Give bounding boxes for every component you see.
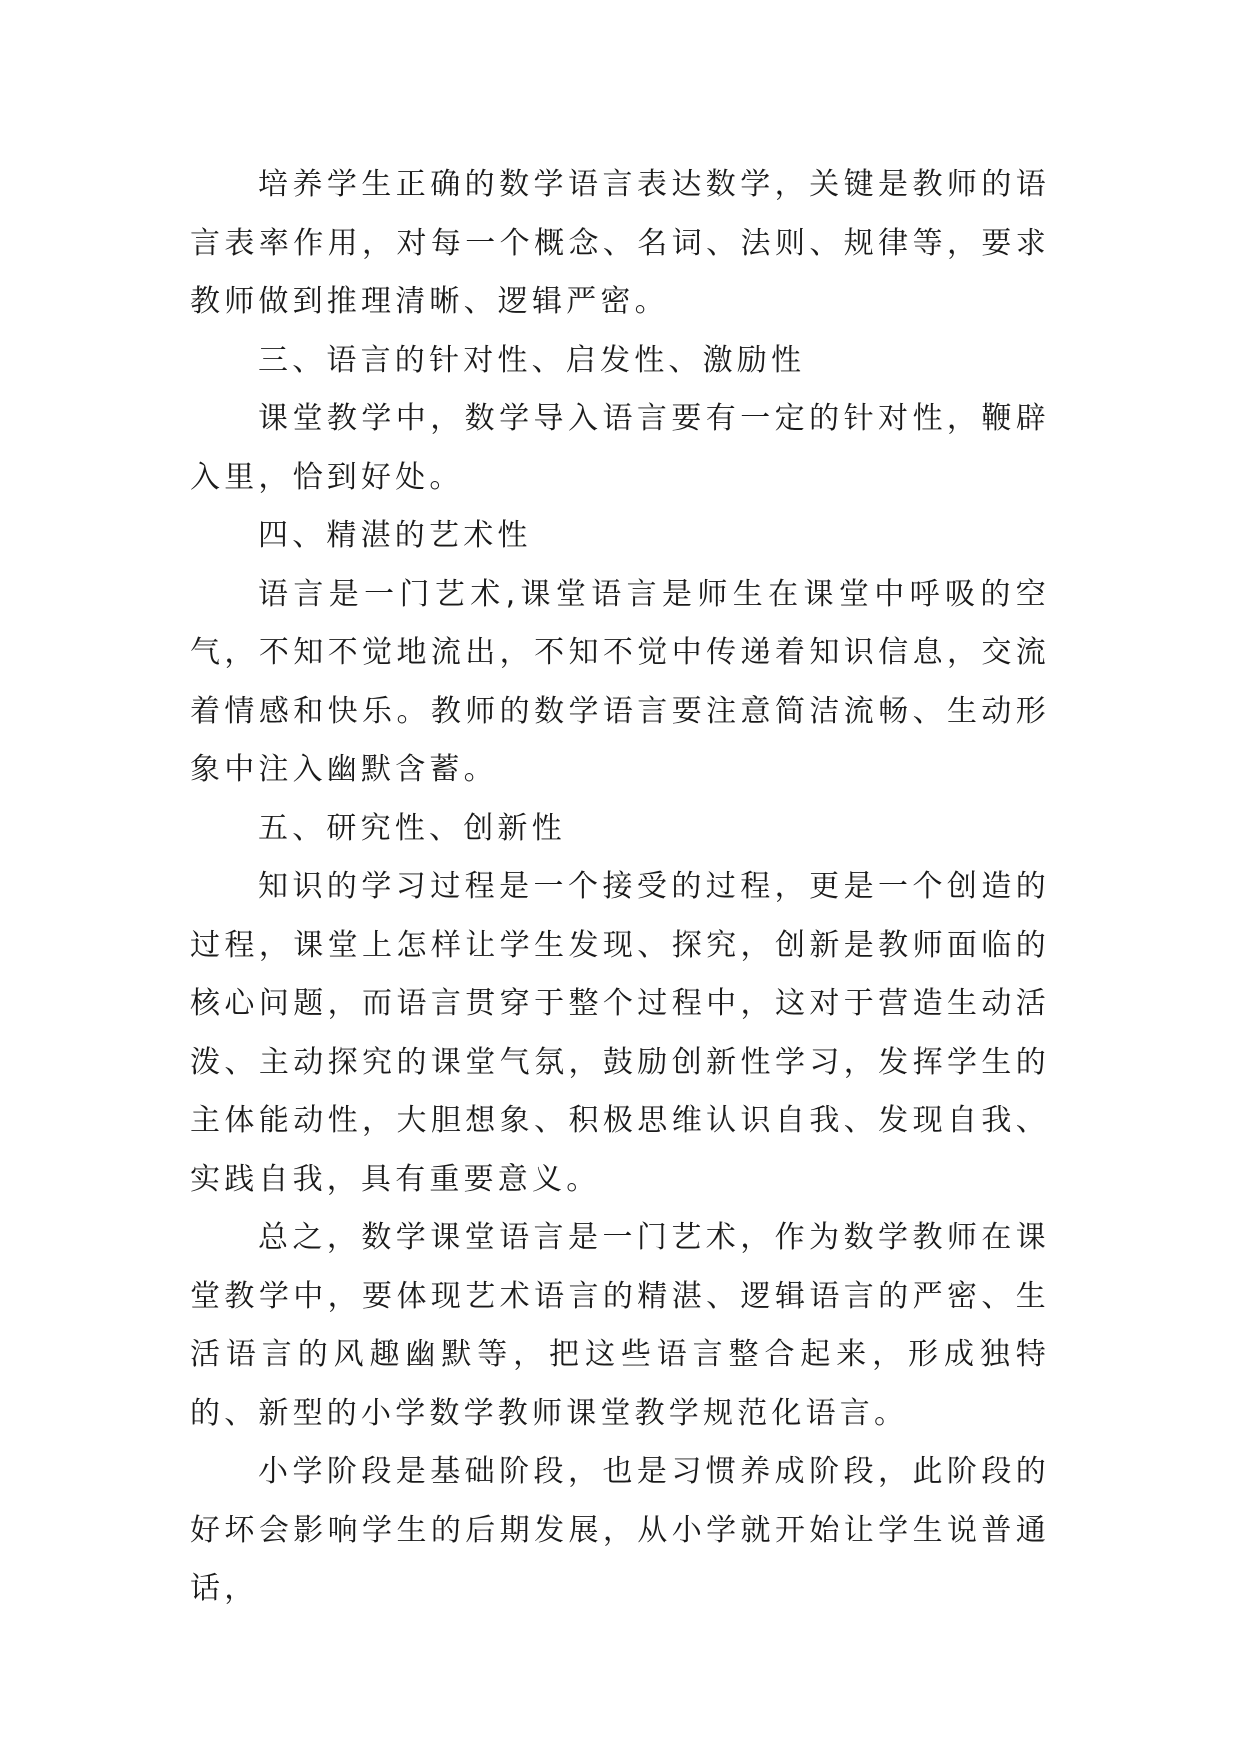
paragraph-primary-stage: 小学阶段是基础阶段，也是习惯养成阶段，此阶段的好坏会影响学生的后期发展，从小学就开始让学生说普通话， bbox=[190, 1454, 1050, 1606]
paragraph-targeted-language: 课堂教学中，数学导入语言要有一定的针对性，鞭辟入里，恰到好处。 bbox=[190, 401, 1050, 495]
paragraph-artistry: 语言是一门艺术,课堂语言是师生在课堂中呼吸的空气，不知不觉地流出，不知不觉中传递着知识信息，交流着情感和快乐。教师的数学语言要注意简洁流畅、生动形象中注入幽默含蓄。 bbox=[190, 576, 1050, 787]
paragraph-summary: 总之，数学课堂语言是一门艺术，作为数学教师在课堂教学中，要体现艺术语言的精湛、逻辑语言的严密、生活语言的风趣幽默等，把这些语言整合起来，形成独特的、新型的小学数学教师课堂教学规范化语言。 bbox=[190, 1220, 1050, 1431]
paragraph-research-innovation: 知识的学习过程是一个接受的过程，更是一个创造的过程，课堂上怎样让学生发现、探究，创新是教师面临的核心问题，而语言贯穿于整个过程中，这对于营造生动活泼、主动探究的课堂气氛，鼓励创新性学习，发挥学生的主体能动性，大胆想象、积极思维认识自我、发现自我、实践自我，具有重要意义。 bbox=[190, 869, 1050, 1197]
paragraph-teacher-language-role: 培养学生正确的数学语言表达数学，关键是教师的语言表率作用，对每一个概念、名词、法则、规律等，要求教师做到推理清晰、逻辑严密。 bbox=[190, 167, 1050, 319]
document-body bbox=[190, 156, 1050, 1619]
section-heading-three: 三、语言的针对性、启发性、激励性 bbox=[258, 342, 806, 378]
section-heading-four: 四、精湛的艺术性 bbox=[258, 518, 532, 553]
section-heading-five: 五、研究性、创新性 bbox=[258, 810, 566, 846]
